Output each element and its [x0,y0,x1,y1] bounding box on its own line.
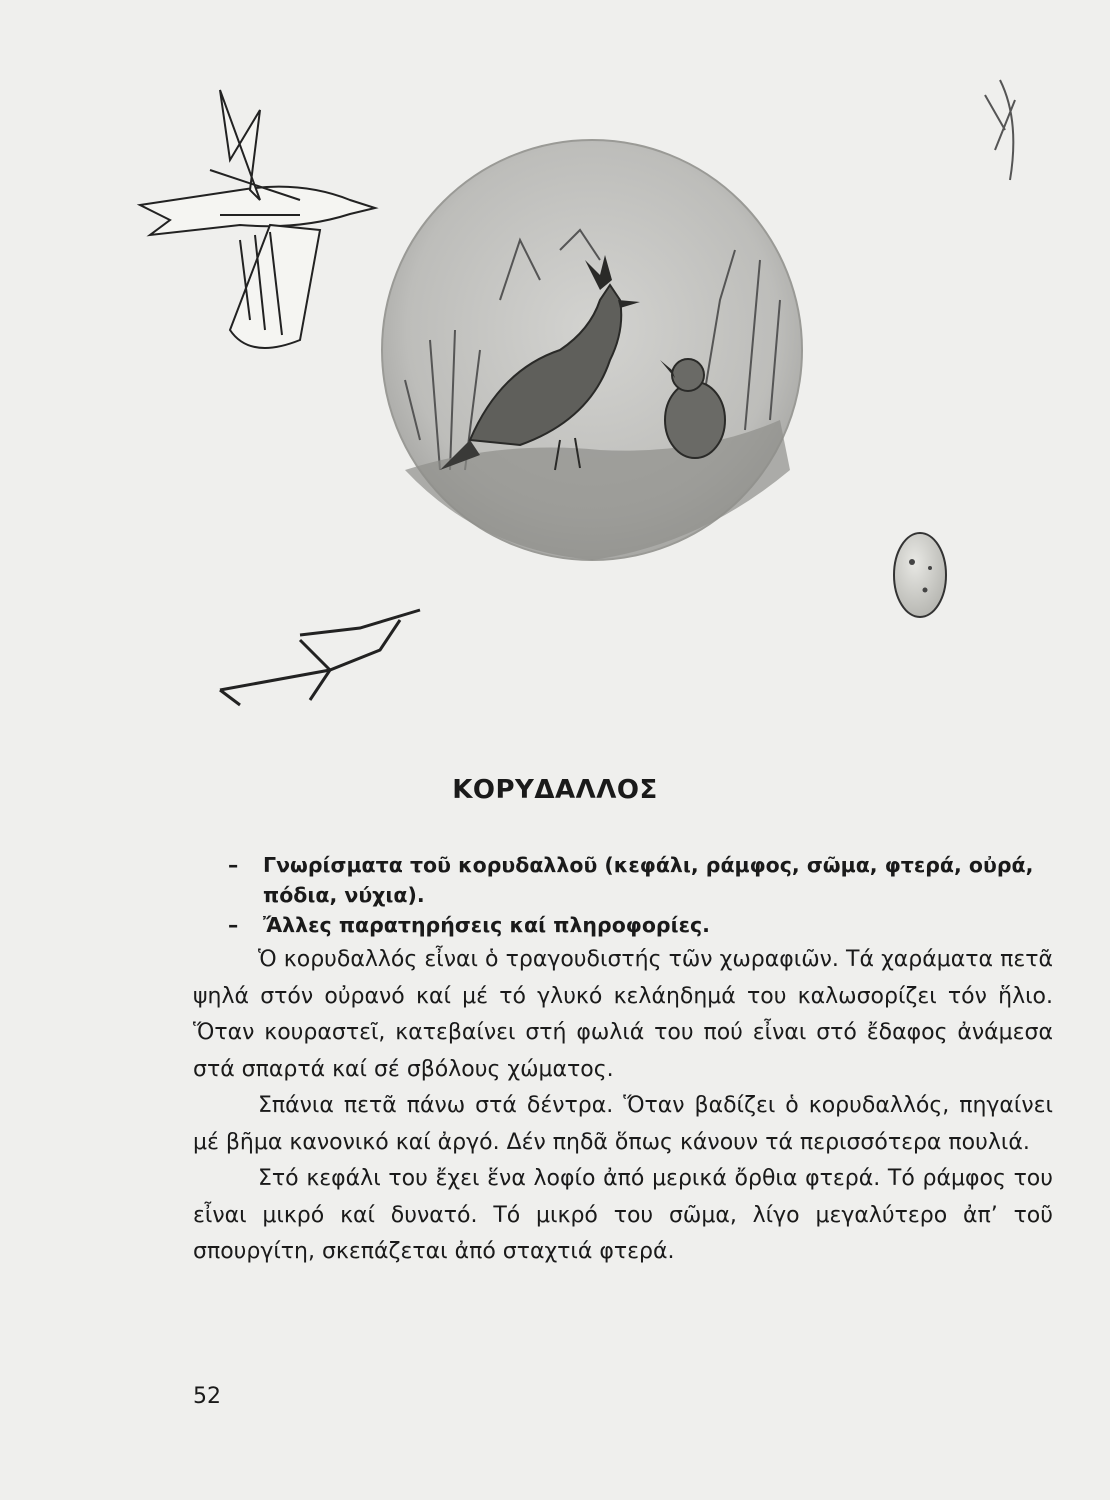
bullet-dash: – [228,913,239,937]
bullet-list [228,850,1038,940]
paragraph: Σπάνια πετᾶ πάνω στά δέντρα. Ὅταν βαδίζει ὁ κορυδαλλός, πηγαίνει μέ βῆμα κανονικό καί ἀργό. Δέν πηδᾶ ὅπως κάνουν τά περισσότερα πουλιά. [193,1093,1053,1155]
bullet-item [228,910,1038,940]
bullet-text: Γνωρίσματα τοῦ κορυδαλλοῦ (κεφάλι, ράμφος, σῶμα, φτερά, οὐρά, πόδια, νύχια). [263,853,1034,907]
page-number: 52 [193,1384,221,1409]
bullet-item [228,850,1038,910]
bullet-dash: – [228,853,239,877]
flying-bird [140,90,375,348]
bullet-text: Ἄλλες παρατηρήσεις καί πληροφορίες. [263,913,710,937]
feather-sketch [985,80,1015,180]
paragraph: Ὁ κορυδαλλός εἶναι ὁ τραγουδιστής τῶν χωραφιῶν. Τά χαράματα πετᾶ ψηλά στόν οὐρανό καί μέ τό γλυκό κελάηδημά του καλωσορίζει τόν ἥλιο. Ὅταν κουραστεῖ, κατεβαίνει στή φωλιά του πού εἶναι στό ἔδαφος ἀνάμεσα στά σπαρτά καί σέ σβόλους χώματος. [193,947,1053,1082]
page-title: ΚΟΡΥΔΑΛΛΟΣ [452,775,658,805]
bird-foot [220,610,420,705]
body-text [193,942,1053,1271]
paragraph: Στό κεφάλι του ἔχει ἕνα λοφίο ἀπό μερικά ὄρθια φτερά. Τό ράμφος του εἶναι μικρό καί δυνατό. Τό μικρό του σῶμα, λίγο μεγαλύτερο ἀπ’ τοῦ σπουργίτη, σκεπάζεται ἀπό σταχτιά φτερά. [193,1166,1053,1264]
egg [894,533,946,617]
